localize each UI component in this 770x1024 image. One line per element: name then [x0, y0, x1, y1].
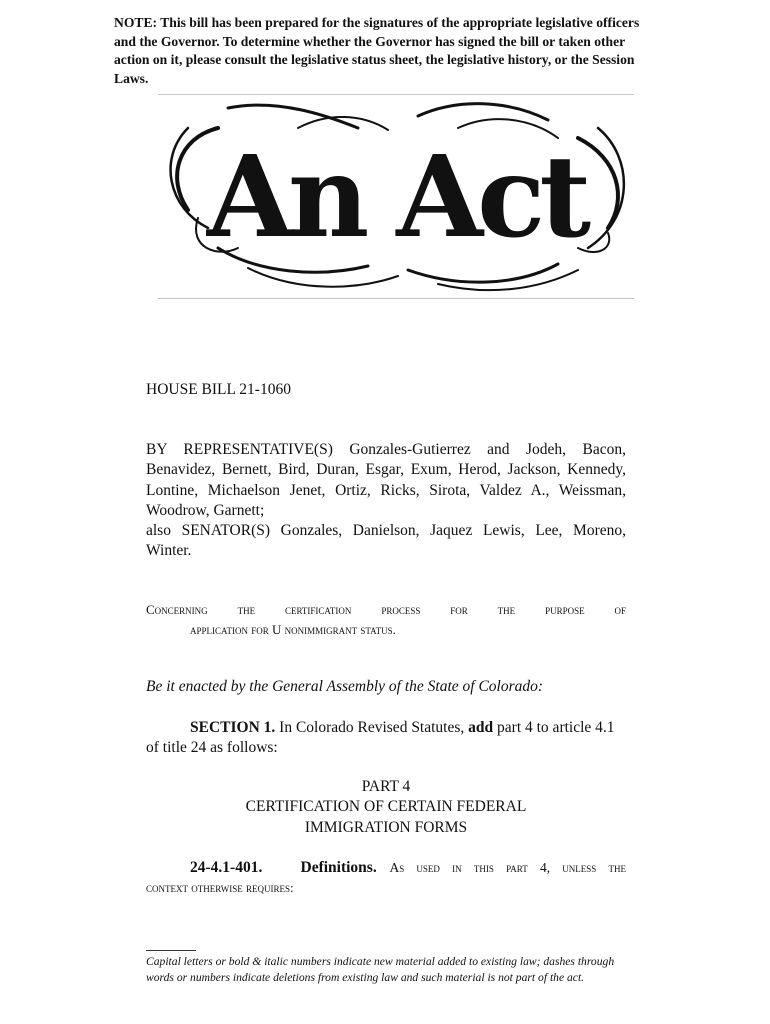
- part-heading-line1: PART 4: [361, 778, 411, 795]
- section-1-line2: of title 24 as follows:: [146, 739, 278, 757]
- section-1-add: add: [468, 719, 494, 736]
- part-heading-line2: CERTIFICATION OF CERTAIN FEDERAL: [245, 798, 527, 816]
- part-heading: [146, 777, 626, 838]
- section-1-text-a: In Colorado Revised Statutes,: [275, 719, 469, 736]
- seal-flourish: [408, 264, 558, 282]
- part-heading-line3: IMMIGRATION FORMS: [304, 818, 468, 836]
- representatives-list: BY REPRESENTATIVE(S) Gonzales-Gutierrez and Jodeh, Bacon, Benavidez, Bernett, Bird, Duran, Esgar, Exum, Herod, Jackson, Kennedy, Lontine, Michaelson Jenet, Ortiz, Ricks, Sirota, Valdez A., Weissman, Woodrow, Garnett;: [146, 441, 626, 519]
- sponsors-block: [146, 440, 626, 562]
- footnote: Capital letters or bold & italic numbers indicate new material added to existing law; dashes through words or numbers indicate deletions from existing law and such material is not part of the act.: [146, 955, 615, 984]
- seal-bottom-rule: [158, 298, 634, 299]
- seal-text: An Act: [206, 132, 586, 263]
- concerning-clause-line1: Concerning the certification process for the purpose of: [146, 602, 626, 617]
- an-act-seal: [158, 98, 634, 296]
- definitions-title: Definitions.: [300, 859, 377, 876]
- section-1-line1: [146, 718, 626, 738]
- seal-top-rule: [158, 94, 634, 95]
- bill-number: HOUSE BILL 21-1060: [146, 381, 291, 398]
- senators-list: also SENATOR(S) Gonzales, Danielson, Jaquez Lewis, Lee, Moreno, Winter.: [146, 522, 626, 560]
- section-1: [146, 718, 626, 759]
- definitions-number: 24-4.1-401.: [190, 859, 263, 876]
- concerning-clause-line2: application for U nonimmigrant status.: [190, 622, 396, 637]
- legislative-note: NOTE: This bill has been prepared for the signatures of the appropriate legislative officers and the Governor. To determine whether the Governor has signed the bill or taken other action on it, please consult the legislative status sheet, the legislative history, or the Session Laws.: [114, 15, 640, 86]
- definitions-section: [146, 858, 626, 898]
- section-1-text-b: part 4 to article 4.1: [493, 719, 615, 736]
- definitions-text1: As used in this part 4, unless the: [389, 860, 627, 875]
- an-act-seal-graphic: [158, 98, 634, 296]
- seal-flourish: [418, 104, 548, 120]
- definitions-line2: context otherwise requires:: [146, 880, 294, 896]
- section-1-label: SECTION 1.: [190, 719, 276, 736]
- footnote-rule: [146, 950, 196, 951]
- definitions-line1: [146, 858, 626, 878]
- enacting-clause: Be it enacted by the General Assembly of the State of Colorado:: [146, 678, 544, 695]
